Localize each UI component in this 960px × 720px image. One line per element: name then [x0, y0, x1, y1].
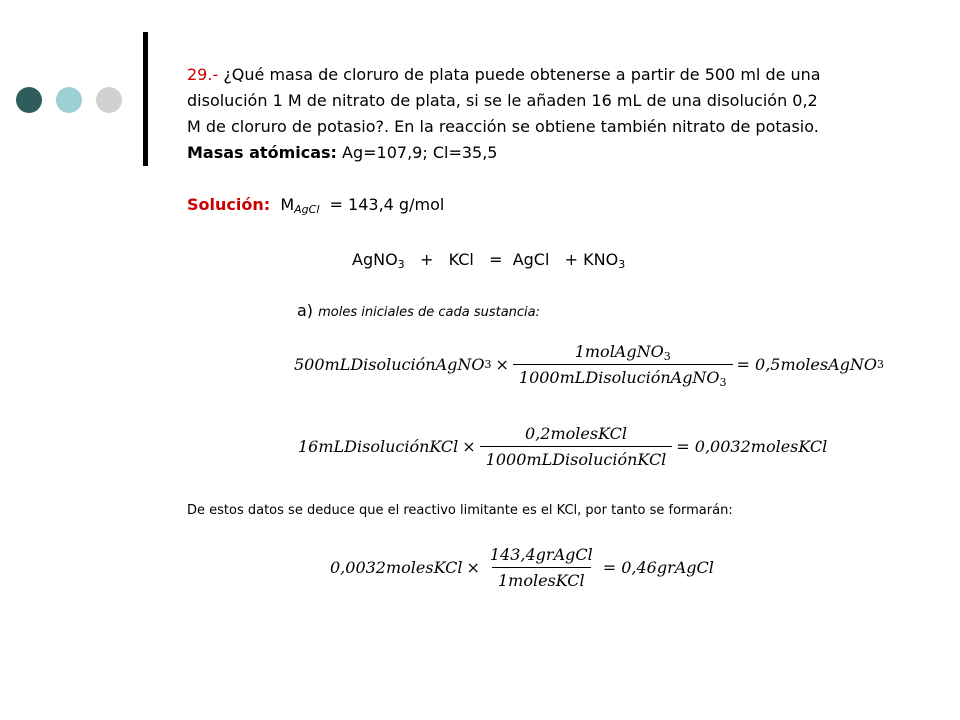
equation-3: 0,0032molesKCl × $\frac{\text{143,4grAgCl}}{\text{1molesKCl}}$ = 0,46grAgCl — [330, 545, 714, 590]
solution-line — [187, 192, 444, 218]
equation-3-fraction: $\frac{\text{143,4grAgCl}}{\text{1molesKCl}}$ — [489, 545, 593, 590]
molar-mass-value: = 143,4 g/mol — [329, 195, 445, 214]
decor-vertical-bar — [143, 32, 148, 166]
decor-dot-dark — [16, 87, 42, 113]
equation-1-fraction: $\frac{1molAgNO_3}{1000mLDisoluciónAgNO_3}$ — [513, 342, 733, 387]
molar-mass-subscript: AgCl — [294, 203, 320, 216]
section-a-heading: a) moles iniciales de cada sustancia: — [297, 301, 541, 320]
problem-line-1 — [187, 62, 821, 88]
atomic-masses-label: Masas atómicas: — [187, 143, 337, 162]
solution-label: Solución: — [187, 195, 271, 214]
atomic-masses-value: Ag=107,9; Cl=35,5 — [342, 143, 498, 162]
problem-text-1: ¿Qué masa de cloruro de plata puede obtenerse a partir de 500 ml de una — [223, 65, 821, 84]
equation-2-fraction: $\frac{\text{0,2molesKCl}}{\text{1000mLDisoluciónKCl}}$ — [480, 424, 673, 469]
equation-1: 500mLDisoluciónAgNO 3 × $\frac{1molAgNO_3}{1000mLDisoluciónAgNO_3}$ = 0,5molesAgNO 3 — [294, 342, 884, 389]
conclusion-text: De estos datos se deduce que el reactivo limitante es el KCl, por tanto se formarán: — [187, 503, 733, 518]
reaction-equation: AgNO$_3$ + KCl = AgCl + $KNO_3$ — [352, 250, 626, 271]
decor-dot-teal — [56, 87, 82, 113]
problem-line-2: disolución 1 M de nitrato de plata, si se le añaden 16 mL de una disolución 0,2 — [187, 91, 818, 110]
molar-mass-symbol: M — [280, 195, 295, 214]
decor-dot-gray — [96, 87, 122, 113]
problem-number: 29.- — [187, 65, 219, 84]
problem-line-3: M de cloruro de potasio?. En la reacción se obtiene también nitrato de potasio. — [187, 117, 819, 136]
equation-2: 16mLDisoluciónKCl × $\frac{\text{0,2molesKCl}}{\text{1000mLDisoluciónKCl}}$ = 0,0032molesKCl — [298, 424, 828, 469]
atomic-masses — [187, 140, 497, 166]
